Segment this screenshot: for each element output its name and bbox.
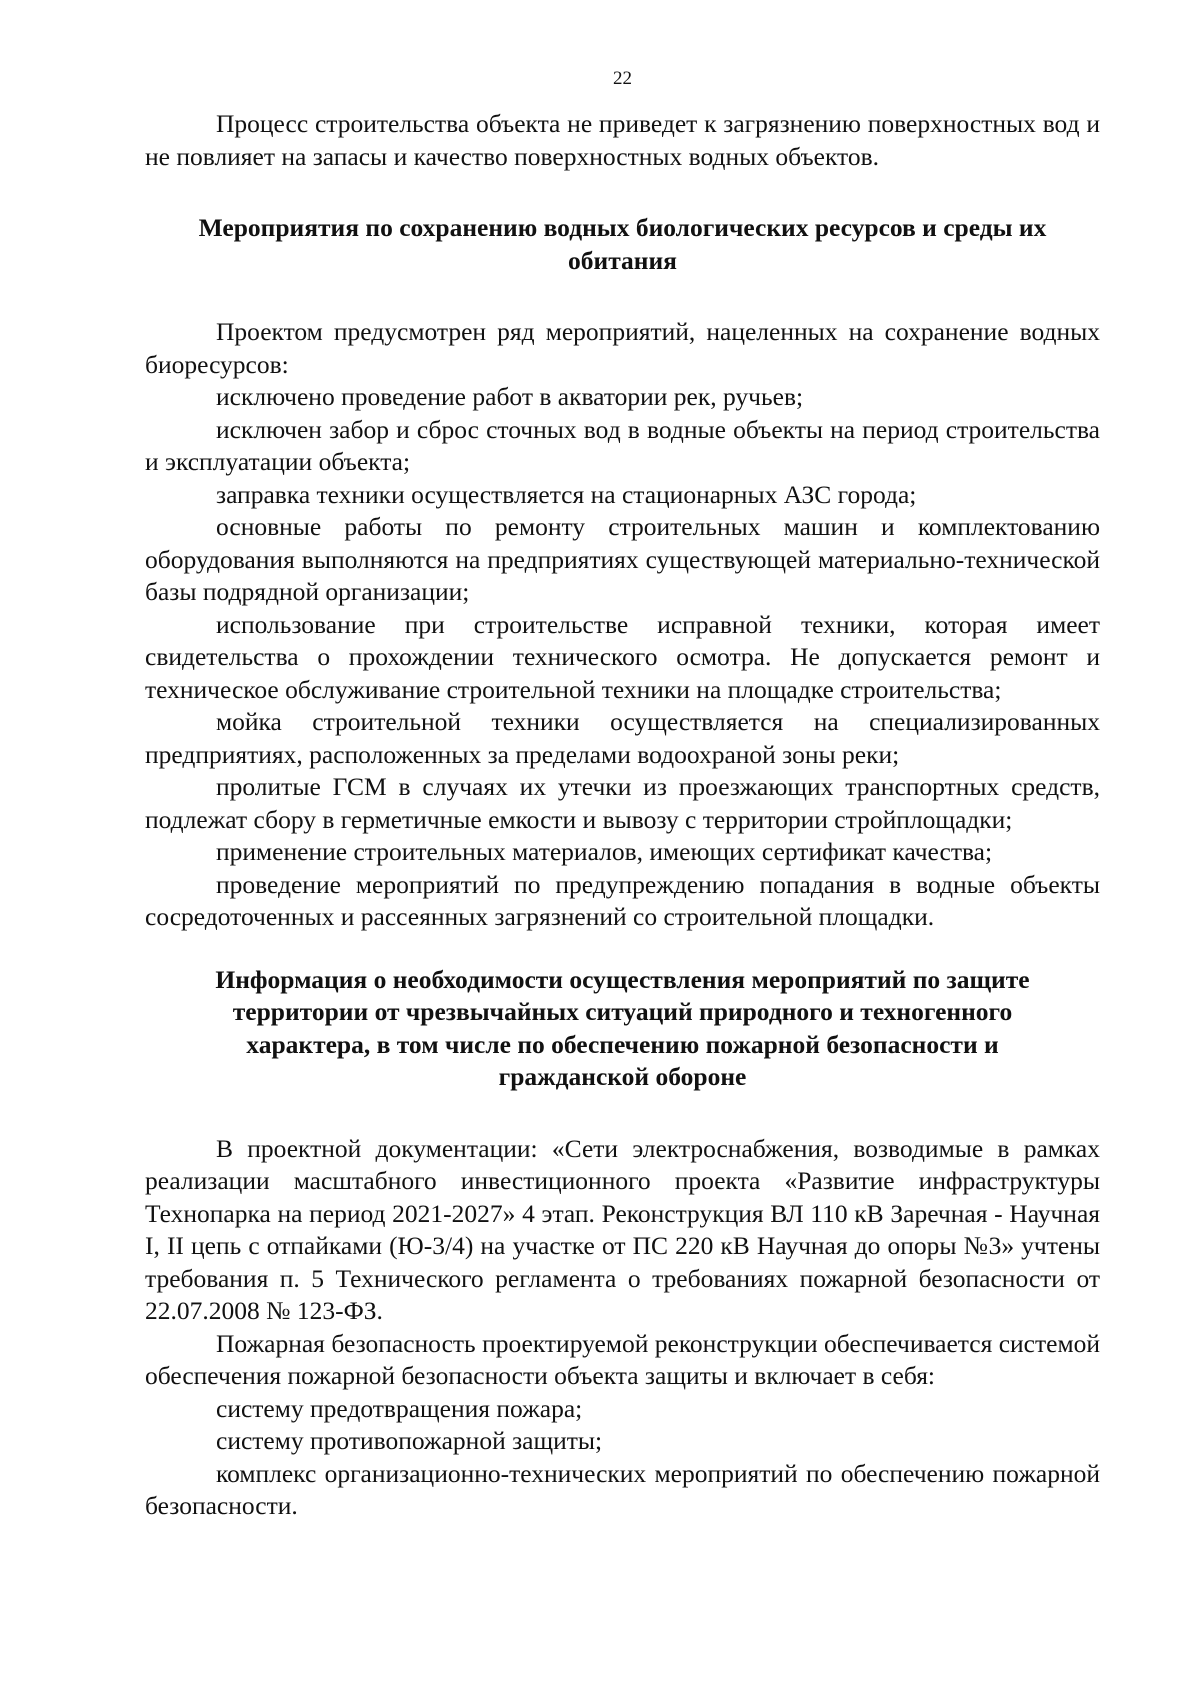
list-item: комплекс организационно-технических мероприятий по обеспечению пожарной безопасности. [145, 1458, 1100, 1520]
list-item: исключен забор и сброс сточных вод в водные объекты на период строительства и эксплуатации объекта; [145, 414, 1100, 476]
list-item: систему противопожарной защиты; [216, 1426, 603, 1455]
section-heading-water-resources: Мероприятия по сохранению водных биологических ресурсов и среды их обитания [198, 213, 1047, 275]
list-item: использование при строительстве исправной техники, которая имеет свидетельства о прохождении технического осмотра. Не допускается ремонт и техническое обслуживание строительной техники на площадке строительства; [145, 609, 1100, 704]
list-item: исключено проведение работ в акватории рек, ручьев; [216, 382, 804, 411]
section1-intro: Проектом предусмотрен ряд мероприятий, нацеленных на сохранение водных биоресурсов: [145, 317, 1100, 379]
list-item: основные работы по ремонту строительных машин и комплектованию оборудования выполняются на предприятиях существующей материально-технической базы подрядной организации; [145, 512, 1100, 606]
section-heading-emergency-protection: Информация о необходимости осуществления мероприятий по защите территории от чрезвычайных ситуаций природного и техногенного характера, в том числе по обеспечению пожарной безопасности и гражданской обороне [215, 964, 1030, 1091]
list-item: систему предотвращения пожара; [216, 1393, 583, 1423]
section2-paragraph-2: Пожарная безопасность проектируемой реконструкции обеспечивается системой обеспечения пожарной безопасности объекта защиты и включает в себя: [145, 1328, 1100, 1390]
list-item: заправка техники осуществляется на стационарных АЗС города; [216, 479, 917, 509]
intro-paragraph: Процесс строительства объекта не приведет к загрязнению поверхностных вод и не повлияет на запасы и качество поверхностных водных объектов. [145, 109, 1100, 171]
page-number: 22 [613, 68, 632, 89]
section2-paragraph-1: В проектной документации: «Сети электроснабжения, возводимые в рамках реализации масштабного инвестиционного проекта «Развитие инфраструктуры Технопарка на период 2021-2027» 4 этап. Реконструкция ВЛ 110 кВ Заречная - Научная I, II цепь с отпайками (Ю-3/4) на участке от ПС 220 кВ Научная до опоры №3» учтены требования п. 5 Технического регламента о требованиях пожарной безопасности от 22.07.2008 № 123-ФЗ. [145, 1133, 1100, 1325]
list-item: мойка строительной техники осуществляется на специализированных предприятиях, расположенных за пределами водоохраной зоны реки; [145, 707, 1100, 769]
list-item: проведение мероприятий по предупреждению попадания в водные объекты сосредоточенных и рассеянных загрязнений со строительной площадки. [145, 869, 1100, 931]
list-item: применение строительных материалов, имеющих сертификат качества; [216, 837, 993, 866]
list-item: пролитые ГСМ в случаях их утечки из проезжающих транспортных средств, подлежат сбору в герметичные емкости и вывозу с территории стройплощадки; [145, 772, 1100, 834]
